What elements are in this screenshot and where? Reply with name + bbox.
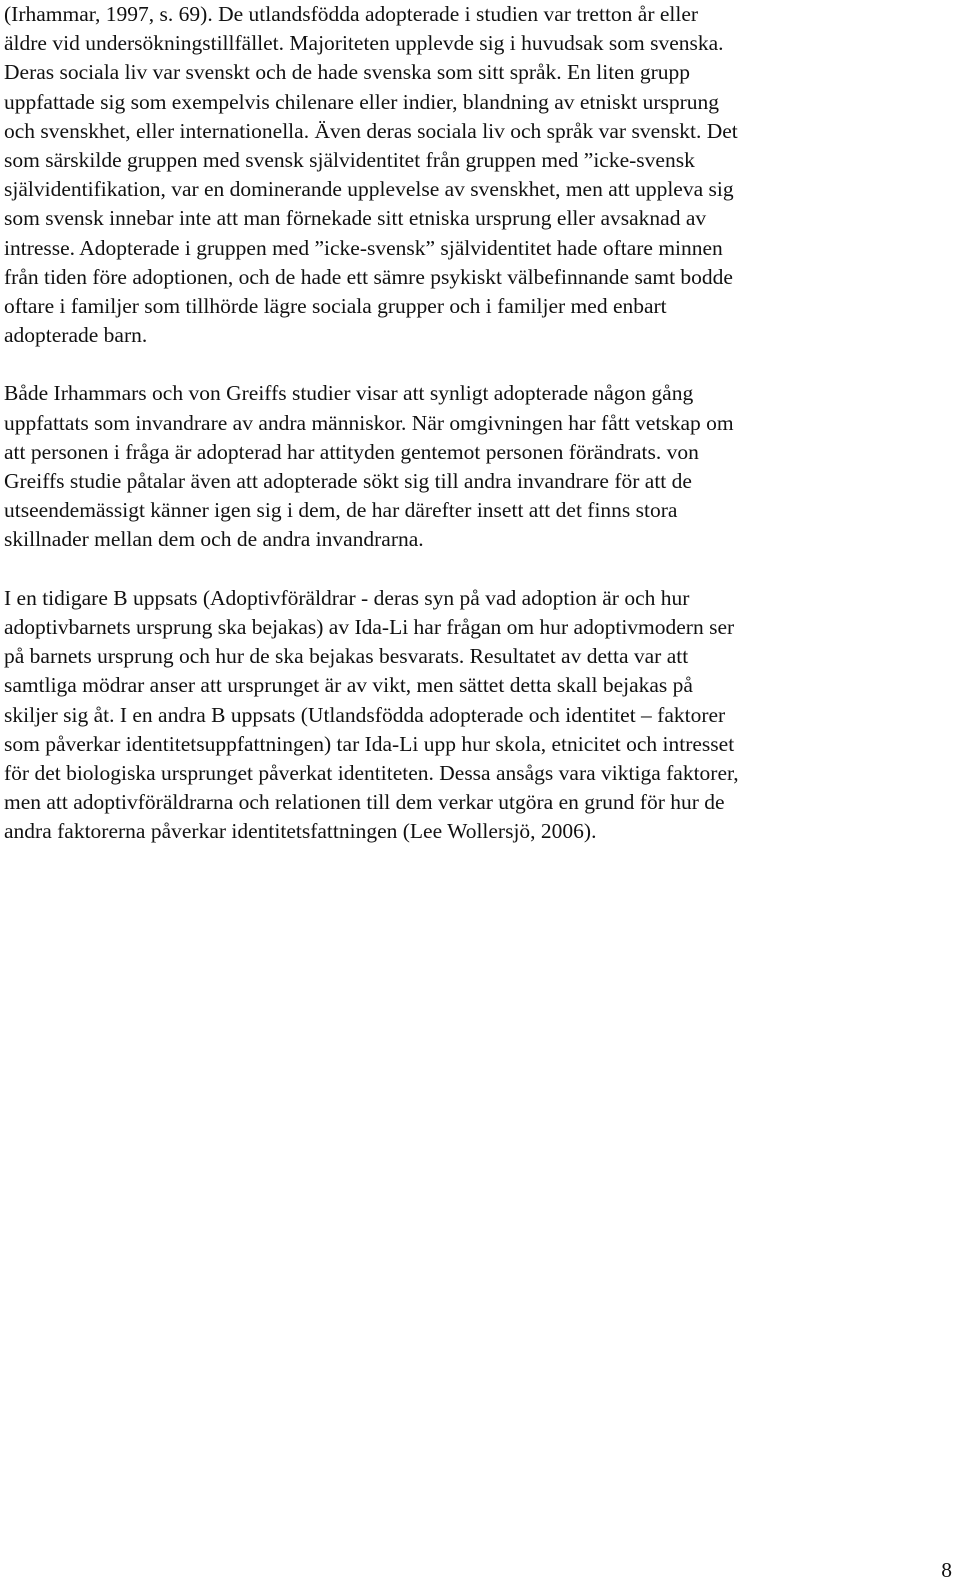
text-line: som svensk innebar inte att man förnekade sitt etniska ursprung eller avsaknad av [4, 206, 707, 231]
text-line: Både Irhammars och von Greiffs studier visar att synligt adopterade någon gång [4, 381, 694, 406]
text-line: att personen i fråga är adopterad har attityden gentemot personen förändrats. von [4, 439, 699, 464]
text-line: på barnets ursprung och hur de ska bejakas besvarats. Resultatet av detta var att [4, 644, 689, 669]
document-page [4, 0, 954, 846]
text-line: och svenskhet, eller internationella. Även deras sociala liv och språk var svenskt. Det [4, 118, 738, 143]
paragraph-adoption-identity-study [4, 0, 954, 350]
text-line: samtliga mödrar anser att ursprunget är av vikt, men sättet detta skall bejakas på [4, 673, 693, 698]
text-line: uppfattade sig som exempelvis chilenare eller indier, blandning av etniskt ursprung [4, 89, 720, 114]
text-line: Greiffs studie påtalar även att adopterade sökt sig till andra invandrare för att de [4, 469, 692, 493]
text-line: adoptivbarnets ursprung ska bejakas) av Ida-Li har frågan om hur adoptivmodern ser [4, 614, 735, 639]
text-line: som särskilde gruppen med svensk självidentitet från gruppen med ”icke-svensk [4, 147, 695, 172]
text-line: andra faktorerna påverkar identitetsfattningen (Lee Wollersjö, 2006). [4, 819, 597, 844]
text-line: som påverkar identitetsuppfattningen) tar Ida-Li upp hur skola, etnicitet och intresset [4, 731, 735, 756]
text-line: uppfattats som invandrare av andra människor. När omgivningen har fått vetskap om [4, 410, 734, 435]
page-number: 8 [941, 1558, 952, 1582]
text-line: Deras sociala liv var svenskt och de hade svenska som sitt språk. En liten grupp [4, 60, 691, 85]
text-line: från tiden före adoptionen, och de hade ett sämre psykiskt välbefinnande samt bodde [4, 264, 733, 289]
text-line: men att adoptivföräldrarna och relationen till dem verkar utgöra en grund för hur de [4, 790, 725, 815]
text-line: (Irhammar, 1997, s. 69). De utlandsfödda adopterade i studien var tretton år eller [4, 2, 699, 26]
paragraph-b-uppsats [4, 584, 954, 847]
text-line: oftare i familjer som tillhörde lägre sociala grupper och i familjer med enbart [4, 293, 667, 318]
text-line: äldre vid undersökningstillfället. Majoriteten upplevde sig i huvudsak som svenska. [4, 31, 724, 56]
text-line: utseendemässigt känner igen sig i dem, de har därefter insett att det finns stora [4, 498, 678, 523]
text-line: skiljer sig åt. I en andra B uppsats (Utlandsfödda adopterade och identitet – faktorer [4, 702, 726, 727]
text-line: I en tidigare B uppsats (Adoptivföräldrar - deras syn på vad adoption är och hur [4, 585, 690, 610]
text-line: självidentifikation, var en dominerande upplevelse av svenskhet, men att uppleva sig [4, 177, 734, 202]
text-line: skillnader mellan dem och de andra invandrarna. [4, 527, 424, 552]
text-line: adopterade barn. [4, 323, 148, 348]
text-line: för det biologiska ursprunget påverkat identiteten. Dessa ansågs vara viktiga faktorer, [4, 760, 739, 785]
paragraph-irhammar-von-greiff [4, 379, 954, 554]
text-line: intresse. Adopterade i gruppen med ”icke-svensk” självidentitet hade oftare minnen [4, 235, 723, 260]
